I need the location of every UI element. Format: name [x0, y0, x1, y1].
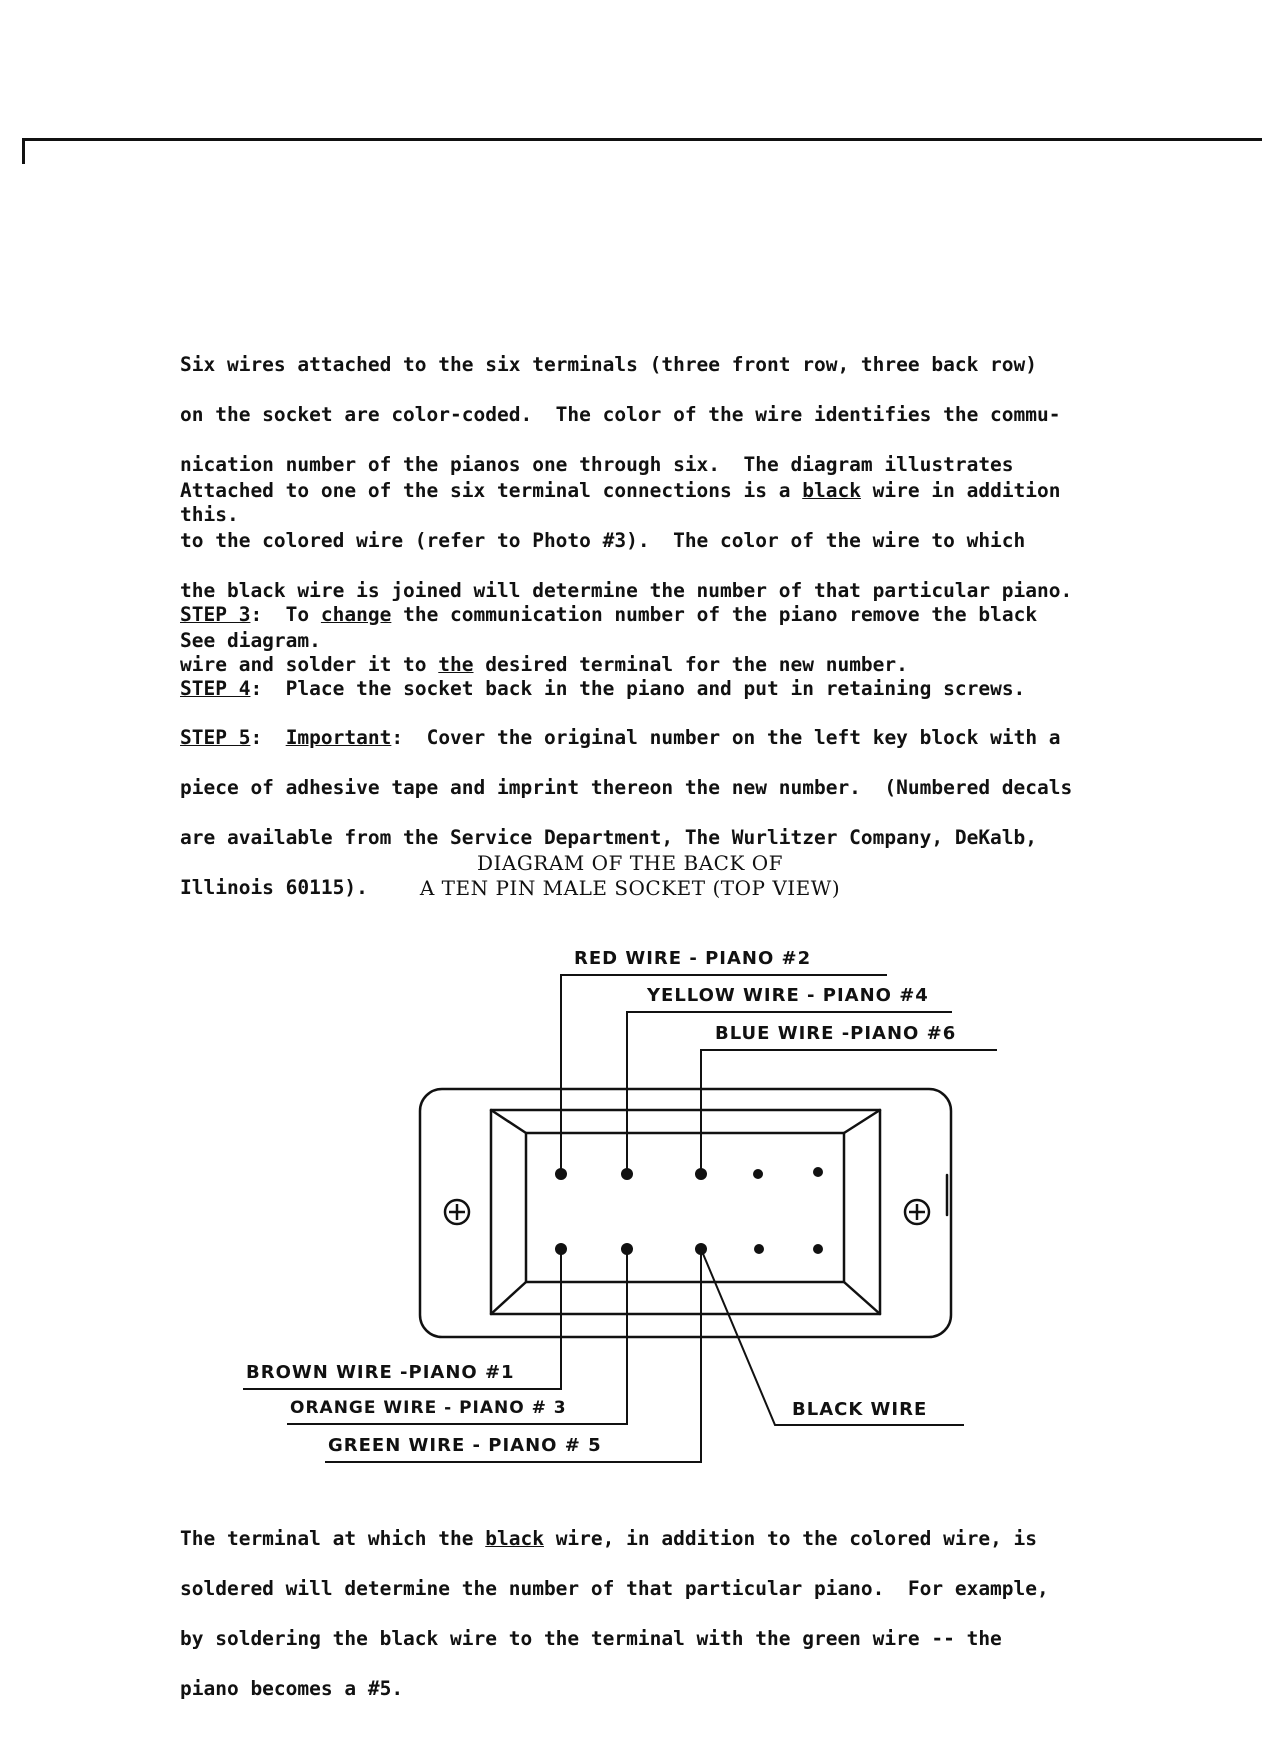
underlined-word: black — [802, 479, 861, 502]
paragraph-line: soldered will determine the number of that particular piano. For example, — [180, 1577, 1049, 1600]
top-rule-corner — [22, 138, 25, 164]
paragraph-line — [180, 478, 1180, 503]
paragraph-line: by soldering the black wire to the terminal with the green wire -- the — [180, 1627, 1002, 1650]
socket-frame-inner — [526, 1133, 844, 1282]
diagram-title-line: DIAGRAM OF THE BACK OF — [476, 851, 784, 875]
paragraph-line — [180, 725, 1180, 750]
underlined-word: the — [438, 653, 474, 676]
paragraph-line — [180, 602, 1180, 627]
intro-line: this. — [180, 503, 239, 526]
paragraph-line: piano becomes a #5. — [180, 1677, 404, 1700]
paragraph-line — [180, 676, 1180, 701]
terminal-pin — [753, 1169, 763, 1179]
terminal-pin — [695, 1243, 707, 1255]
step-label: STEP 3 — [180, 603, 251, 626]
terminal-pin — [555, 1243, 567, 1255]
socket-outer-housing — [420, 1089, 951, 1337]
terminal-pin — [621, 1243, 633, 1255]
brown-wire-label: BROWN WIRE -PIANO #1 — [246, 1362, 515, 1383]
red-wire-label: RED WIRE - PIANO #2 — [574, 948, 812, 969]
paragraph-line: Illinois 60115). — [180, 876, 368, 899]
text-run: The terminal at which the — [180, 1527, 486, 1550]
blue-wire-leader — [701, 1050, 997, 1174]
paragraph-line — [180, 1526, 1180, 1551]
terminal-pin — [813, 1167, 823, 1177]
black-wire-label: BLACK WIRE — [792, 1399, 928, 1420]
closing-paragraph — [180, 1501, 1180, 1726]
mounting-screw-left — [445, 1200, 469, 1224]
text-run: desired terminal for the new number. — [473, 653, 908, 676]
orange-wire-label: ORANGE WIRE - PIANO # 3 — [290, 1398, 567, 1418]
step-label: STEP 4 — [180, 677, 251, 700]
screw-head-icon — [445, 1200, 469, 1224]
terminal-pin — [754, 1244, 764, 1254]
text-run: wire, in addition to the colored wire, is — [543, 1527, 1038, 1550]
terminal-pin — [695, 1168, 707, 1180]
text-run: wire in addition — [860, 479, 1061, 502]
text-run: : — [250, 726, 286, 749]
intro-line: nication number of the pianos one through six. The diagram illustrates — [180, 453, 1014, 476]
diagram-title-line: A TEN PIN MALE SOCKET (TOP VIEW) — [419, 876, 841, 900]
paragraph-line: piece of adhesive tape and imprint thereon the new number. (Numbered decals — [180, 776, 1073, 799]
text-run: wire and solder it to — [180, 653, 439, 676]
underlined-word: change — [320, 603, 392, 626]
paragraph-line: are available from the Service Department, The Wurlitzer Company, DeKalb, — [180, 826, 1038, 849]
frame-corner-line — [491, 1282, 526, 1314]
text-run: : To — [250, 603, 321, 626]
socket-frame-outer — [491, 1110, 880, 1314]
green-wire-leader — [325, 1249, 701, 1462]
text-run: : Place the socket back in the piano and put in retaining screws. — [250, 677, 1026, 700]
diagram-title — [380, 851, 880, 901]
step-label: STEP 5 — [180, 726, 251, 749]
intro-line: on the socket are color-coded. The color of the wire identifies the commu- — [180, 403, 1061, 426]
intro-line: Six wires attached to the six terminals (three front row, three back row) — [180, 353, 1038, 376]
text-run: the communication number of the piano remove the black — [391, 603, 1038, 626]
paragraph-line: the black wire is joined will determine the number of that particular piano. — [180, 579, 1073, 602]
terminal-pin — [813, 1244, 823, 1254]
frame-corner-line — [844, 1110, 880, 1133]
underlined-word: black — [485, 1527, 544, 1550]
frame-corner-line — [491, 1110, 526, 1133]
frame-corner-line — [844, 1282, 880, 1314]
terminal-pin — [555, 1168, 567, 1180]
important-label: Important — [285, 726, 392, 749]
paragraph-line: See diagram. — [180, 629, 321, 652]
green-wire-label: GREEN WIRE - PIANO # 5 — [328, 1435, 602, 1456]
text-run: Attached to one of the six terminal connections is a — [180, 479, 803, 502]
terminal-pin — [621, 1168, 633, 1180]
paragraph-line: to the colored wire (refer to Photo #3). The color of the wire to which — [180, 529, 1026, 552]
top-rule — [22, 138, 1262, 141]
blue-wire-label: BLUE WIRE -PIANO #6 — [715, 1023, 957, 1044]
text-run: : Cover the original number on the left key block with a — [391, 726, 1061, 749]
yellow-wire-label: YELLOW WIRE - PIANO #4 — [647, 985, 929, 1006]
mounting-screw-right — [905, 1200, 929, 1224]
screw-head-icon — [905, 1200, 929, 1224]
